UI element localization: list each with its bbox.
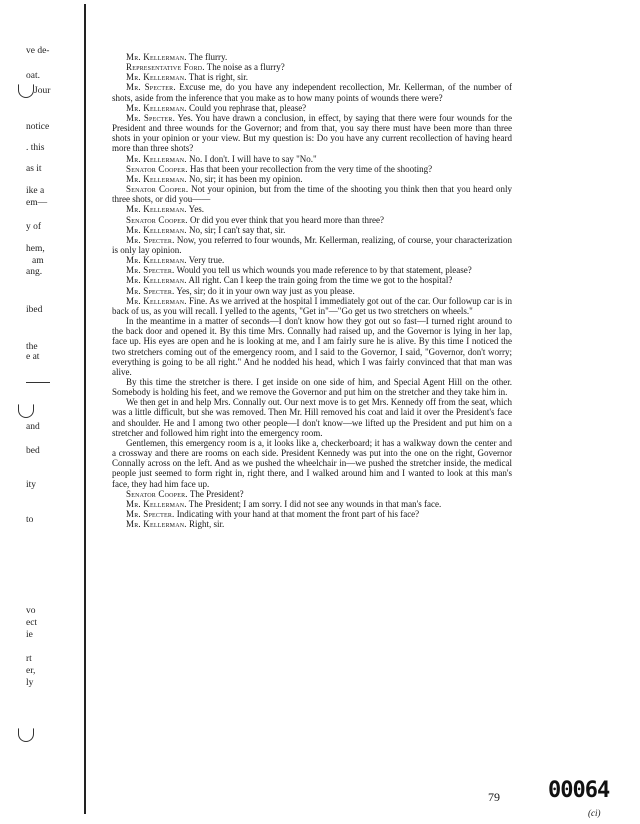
margin-fragment: ibed — [26, 305, 43, 315]
margin-fragment: hem, — [26, 244, 45, 254]
transcript-paragraph — [112, 204, 512, 214]
transcript-paragraph — [112, 499, 512, 509]
margin-fragment: e at — [26, 352, 40, 362]
margin-fragment: oat. — [26, 71, 40, 81]
margin-fragment: ike a — [26, 186, 45, 196]
speaker-label: Mr. Kellerman. — [126, 204, 187, 215]
transcript-body — [112, 52, 512, 529]
transcript-paragraph — [112, 296, 512, 316]
margin-fragment: ity — [26, 480, 37, 490]
transcript-paragraph — [112, 174, 512, 184]
speaker-label: Mr. Specter. — [126, 234, 175, 245]
speech-text: Could you rephrase that, please? — [186, 102, 307, 113]
margin-fragment: rt — [26, 654, 32, 664]
speech-text: Or did you ever think that you heard more than three? — [187, 214, 384, 225]
speaker-label: Mr. Kellerman. — [126, 52, 187, 62]
transcript-paragraph — [112, 52, 512, 62]
margin-fragment: y of — [26, 222, 42, 232]
speaker-label: Representative Ford. — [126, 62, 205, 73]
transcript-paragraph — [112, 519, 512, 529]
speaker-label: Senator Cooper. — [126, 214, 188, 225]
speaker-label: Mr. Kellerman. — [126, 255, 187, 266]
speaker-label: Mr. Kellerman. — [126, 102, 187, 113]
speech-text: Indicating with your hand at that moment the front part of his face? — [174, 509, 420, 520]
speech-text: Gentlemen, this emergency room is a, it looks like a, checkerboard; it has a walkway down the center and a crossway and there are rooms on each side. President Kennedy was put into the one on the right, Governor Connally across on the left. And as we pushed the wheelchair in—we pushed the stretcher inside, the medical people just seemed to form right in, right there, and I walked around him and I wanted to look at this man's face, they had him face up. — [112, 437, 512, 489]
speech-text: Now, you referred to four wounds, Mr. Kellerman, realizing, of course, your characterization is only lay opinion. — [112, 234, 513, 255]
margin-fragment: am — [32, 256, 44, 266]
speaker-label: Mr. Specter. — [126, 265, 175, 276]
speech-text: Has that been your recollection from the very time of the shooting? — [187, 163, 433, 174]
speech-text: That is right, sir. — [186, 72, 249, 83]
transcript-paragraph — [112, 255, 512, 265]
transcript-paragraph — [112, 275, 512, 285]
speaker-label: Senator Cooper. — [126, 184, 189, 195]
margin-fragment: er, — [26, 666, 36, 676]
speech-text: The President; I am sorry. I did not see any wounds in that man's face. — [186, 498, 442, 509]
speech-text: Fine. As we arrived at the hospital I immediately got out of the car. Our followup car is in back of us, as you will recall. I yelled to the agents, "Get in"—"Go get us two stretchers on wheels." — [112, 295, 512, 316]
transcript-paragraph — [112, 215, 512, 225]
page-number: 79 — [488, 790, 500, 804]
speaker-label: Mr. Specter. — [126, 285, 175, 296]
speech-text: The President? — [187, 488, 244, 499]
margin-fragment: notice — [26, 122, 50, 132]
speaker-label: Senator Cooper. — [126, 163, 188, 174]
speech-text: The noise as a flurry? — [204, 62, 285, 73]
speaker-label: Mr. Kellerman. — [126, 173, 187, 184]
speaker-label: Mr. Kellerman. — [126, 72, 187, 83]
margin-fragment: ang. — [26, 267, 43, 277]
speaker-label: Mr. Specter. — [126, 509, 175, 520]
margin-fragment: . this — [26, 143, 45, 153]
transcript-paragraph — [112, 82, 512, 102]
margin-fragment: vo — [26, 606, 36, 616]
transcript-paragraph — [112, 164, 512, 174]
speaker-label: Mr. Kellerman. — [126, 153, 187, 164]
transcript-paragraph — [112, 103, 512, 113]
speaker-label: Mr. Specter. — [126, 112, 176, 123]
margin-fragment: ie — [26, 630, 33, 640]
transcript-paragraph — [112, 184, 512, 204]
margin-fragment: bed — [26, 446, 40, 456]
transcript-paragraph — [112, 235, 512, 255]
margin-rule — [26, 382, 50, 383]
speech-text: We then get in and help Mrs. Connally out. Our next move is to get Mrs. Kennedy off from the seat, which was a little difficult, but she was removed. Then Mr. Hill removed his coat and laid it over the President's face and shoulder. He and I among two other people—I don't know—we lifted up the President and put him on a stretcher and followed him right into the emergency room. — [112, 397, 512, 438]
speech-text: No, sir; I can't say that, sir. — [186, 224, 286, 235]
speaker-label: Mr. Kellerman. — [126, 498, 187, 509]
speech-text: All right. Can I keep the train going from the time we got to the hospital? — [186, 275, 453, 286]
punch-hole-mark — [18, 404, 34, 418]
transcript-paragraph — [112, 113, 512, 154]
speech-text: Would you tell us which wounds you made reference to by that statement, please? — [174, 265, 472, 276]
left-margin-fragments — [0, 0, 62, 824]
speech-text: Yes, sir; do it in your own way just as you please. — [174, 285, 355, 296]
margin-fragment: the — [26, 342, 38, 352]
transcript-paragraph — [112, 438, 512, 489]
punch-hole-mark — [18, 84, 34, 98]
margin-fragment: ect — [26, 618, 38, 628]
transcript-paragraph — [112, 72, 512, 82]
margin-fragment: em— — [26, 198, 48, 208]
speech-text: By this time the stretcher is there. I get inside on one side of him, and Special Agent Hill on the other. Somebody is holding his feet, and we remove the Governor and put him on the stretcher and they take him in. — [112, 377, 512, 398]
speech-text: Yes. — [186, 204, 204, 215]
margin-fragment: as it — [26, 164, 42, 174]
speech-text: The flurry. — [186, 52, 228, 62]
transcript-paragraph — [112, 265, 512, 275]
transcript-paragraph — [112, 225, 512, 235]
transcript-paragraph — [112, 286, 512, 296]
punch-hole-mark — [18, 728, 34, 742]
speech-text: Very true. — [186, 255, 225, 266]
transcript-paragraph — [112, 316, 512, 377]
bates-number: 00064 — [548, 778, 610, 803]
speech-text: Right, sir. — [186, 519, 225, 530]
margin-fragment: to — [26, 515, 34, 525]
margin-fragment: ve de- — [26, 46, 50, 56]
margin-fragment: Jour — [34, 86, 51, 96]
transcript-paragraph — [112, 62, 512, 72]
speaker-label: Mr. Kellerman. — [126, 275, 187, 286]
speech-text: No, sir; it has been my opinion. — [186, 173, 303, 184]
speaker-label: Mr. Kellerman. — [126, 295, 187, 306]
transcript-paragraph — [112, 377, 512, 397]
transcript-paragraph — [112, 509, 512, 519]
speech-text: No. I don't. I will have to say "No." — [186, 153, 317, 164]
speaker-label: Mr. Kellerman. — [126, 519, 187, 530]
transcript-paragraph — [112, 489, 512, 499]
speaker-label: Mr. Kellerman. — [126, 224, 187, 235]
transcript-paragraph — [112, 154, 512, 164]
margin-fragment: and — [26, 422, 40, 432]
transcript-paragraph — [112, 397, 512, 438]
handwritten-note: (ci) — [588, 808, 601, 818]
speech-text: Not your opinion, but from the time of the shooting you think then that you heard only three shots, or did you—— — [112, 184, 512, 205]
speaker-label: Senator Cooper. — [126, 488, 188, 499]
speech-text: Yes. You have drawn a conclusion, in effect, by saying that there were four wounds for the President and three wounds for the Governor; and from that, you say there must have been more than three shots in your opinion or your view. But my question is: Do you have any current recollection of having heard more than three shots? — [112, 112, 513, 154]
margin-fragment: ly — [26, 678, 34, 688]
speech-text: In the meantime in a matter of seconds—I don't know how they got out so fast—I turned right around to the back door and opened it. By this time Mrs. Connally had raised up, and the Governor is lying in her lap, face up. His eyes are open and he is looking at me, and I am fairly sure he is alive. By this time I noticed the two stretchers coming out of the emergency room, and I said to the Governor, I said, "Governor, don't worry; everything is going to be all right." And he nodded his head, which I was fairly convinced that that man was alive. — [112, 316, 512, 377]
speaker-label: Mr. Specter. — [126, 82, 176, 93]
speech-text: Excuse me, do you have any independent recollection, Mr. Kellerman, of the number of shots, aside from the inference that you make as to how many points of wounds there were? — [112, 82, 512, 103]
page-edge-line — [84, 4, 86, 814]
